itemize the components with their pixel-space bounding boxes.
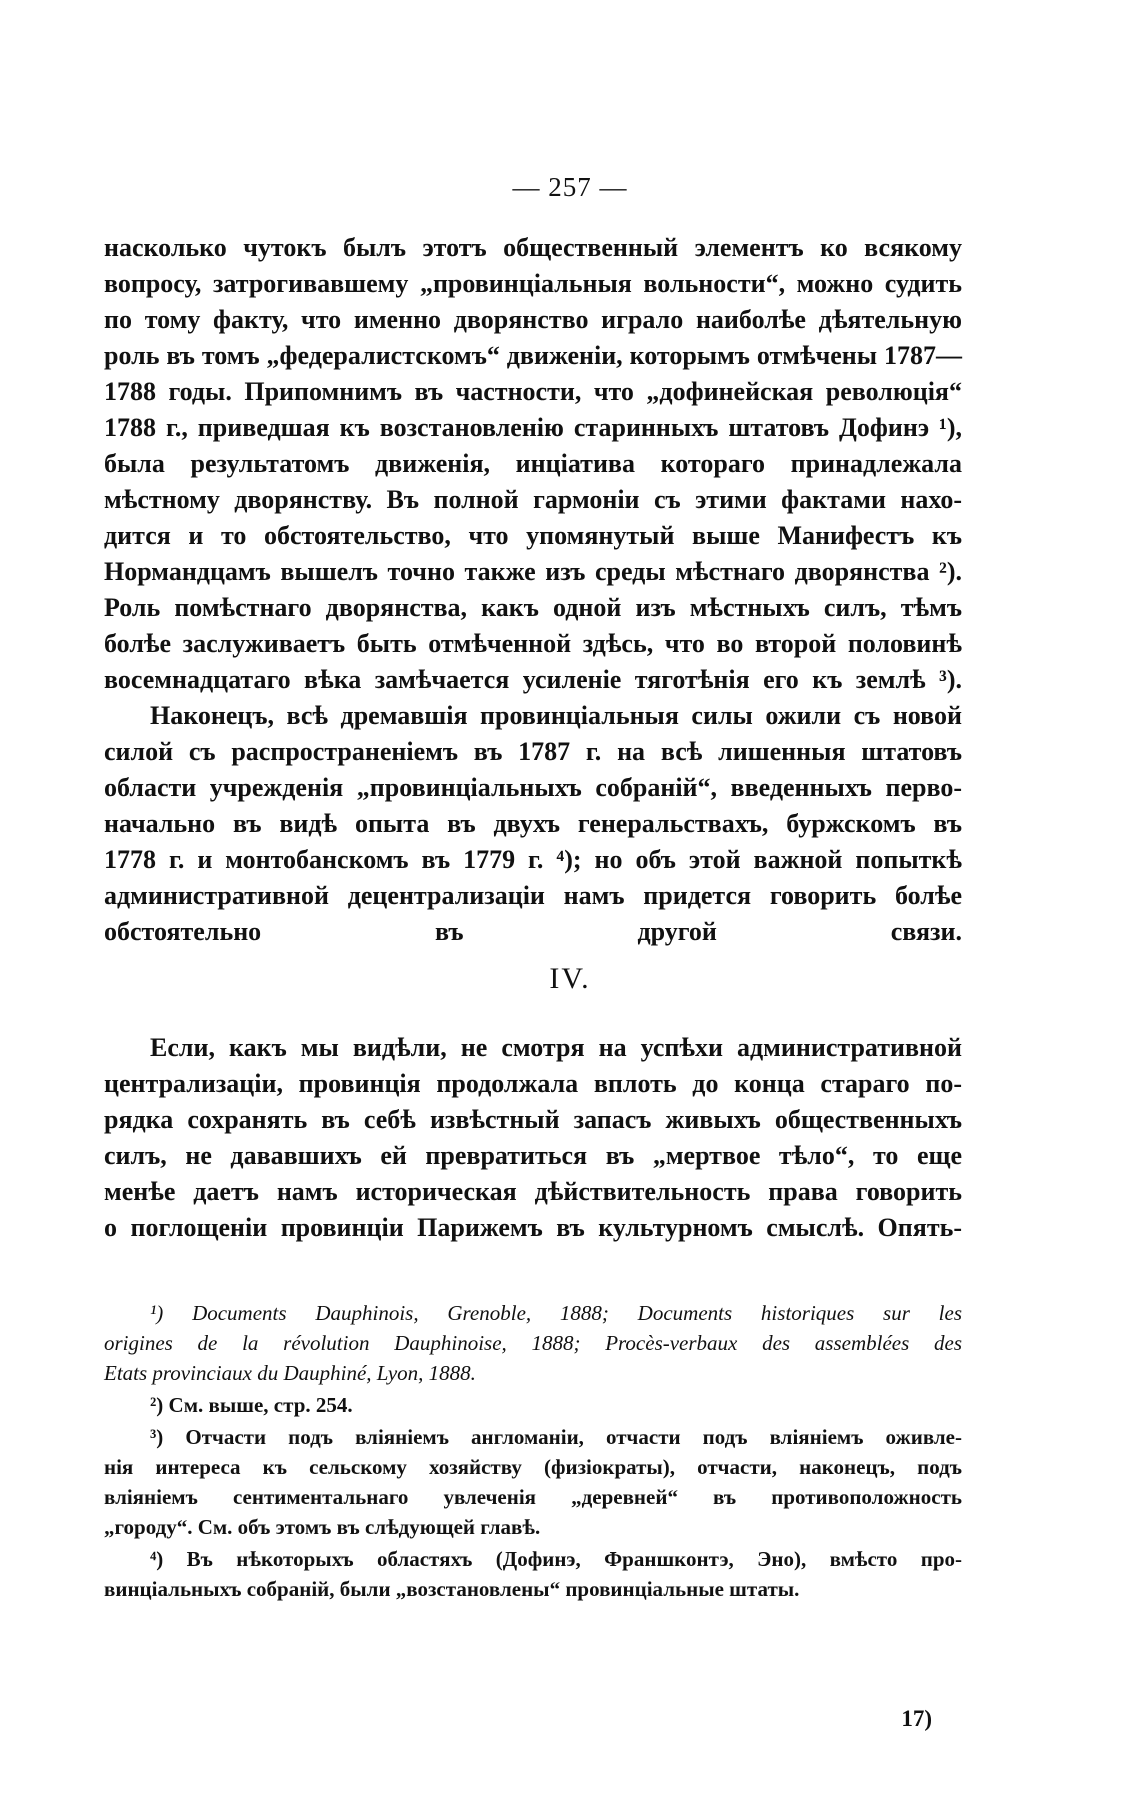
footnote-line: „городу“. См. объ этомъ въ слѣдующей главѣ.	[104, 1515, 541, 1539]
text-line: административной децентрализаціи намъ придется говорить болѣе	[104, 881, 962, 910]
text-line: мѣстному дворянству. Въ полной гармоніи съ этими фактами нахо-	[104, 485, 962, 514]
footnote-line: origines de la révolution Dauphinoise, 1888; Procès-verbaux des assemblées des	[104, 1331, 962, 1355]
text-line: вопросу, затрогивавшему „провинціальныя вольности“, можно судить	[104, 269, 962, 298]
footnote-line: Etats provinciaux du Dauphiné, Lyon, 1888.	[104, 1361, 476, 1385]
footnote-line: нія интереса къ сельскому хозяйству (физіократы), отчасти, наконецъ, подъ	[104, 1455, 962, 1479]
footnote-line: вліяніемъ сентиментальнаго увлеченія „деревней“ въ противоположность	[104, 1485, 962, 1509]
text-line: Наконецъ, всѣ дремавшія провинціальныя силы ожили съ новой	[150, 701, 962, 730]
text-line: 1788 годы. Припомнимъ въ частности, что „дофинейская революція“	[104, 377, 962, 406]
text-line: болѣе заслуживаетъ быть отмѣченной здѣсь, что во второй половинѣ	[104, 629, 962, 658]
footnote-4	[104, 1544, 962, 1604]
text-line: по тому факту, что именно дворянство играло наиболѣе дѣятельную	[104, 305, 962, 334]
paragraph-2	[104, 698, 962, 950]
text-line: роль въ томъ „федералистскомъ“ движеніи, которымъ отмѣчены 1787—	[104, 341, 962, 370]
text-line: менѣе даетъ намъ историческая дѣйствительность права говорить	[104, 1177, 962, 1206]
paragraph-1	[104, 230, 962, 698]
text-line: насколько чутокъ былъ этотъ общественный элементъ ко всякому	[104, 233, 962, 262]
text-line: централизаціи, провинція продолжала вплоть до конца стараго по-	[104, 1069, 962, 1098]
footnote-1	[104, 1298, 962, 1388]
footnote-line: ²) См. выше, стр. 254.	[150, 1393, 353, 1417]
text-line: области учрежденія „провинціальныхъ собраній“, введенныхъ перво-	[104, 773, 962, 802]
section-heading: IV.	[549, 962, 591, 995]
text-line: дится и то обстоятельство, что упомянутый выше Манифестъ къ	[104, 521, 962, 550]
page-number: — 257 —	[512, 172, 628, 202]
footnote-2	[104, 1390, 962, 1420]
signature-mark: 17)	[901, 1706, 932, 1731]
footnote-line: ³) Отчасти подъ вліяніемъ англоманіи, отчасти подъ вліяніемъ оживле-	[150, 1425, 962, 1449]
text-line: Роль помѣстнаго дворянства, какъ одной изъ мѣстныхъ силъ, тѣмъ	[104, 593, 962, 622]
footnote-line: ⁴) Въ нѣкоторыхъ областяхъ (Дофинэ, Франшконтэ, Эно), вмѣсто про-	[150, 1547, 962, 1571]
paragraph-3	[104, 1030, 962, 1246]
text-line: Если, какъ мы видѣли, не смотря на успѣхи административной	[150, 1033, 962, 1062]
text-line: 1778 г. и монтобанскомъ въ 1779 г. ⁴); но объ этой важной попыткѣ	[104, 845, 962, 874]
text-line: восемнадцатаго вѣка замѣчается усиленіе тяготѣнія его къ землѣ ³).	[104, 665, 962, 694]
footnote-line: ¹) Documents Dauphinois, Grenoble, 1888; Documents historiques sur les	[150, 1301, 962, 1325]
text-line: силой съ распространеніемъ въ 1787 г. на всѣ лишенныя штатовъ	[104, 737, 962, 766]
footnote-3	[104, 1422, 962, 1542]
text-line: начально въ видѣ опыта въ двухъ генеральствахъ, буржскомъ въ	[104, 809, 962, 838]
text-line: была результатомъ движенія, инціатива котораго принадлежала	[104, 449, 962, 478]
footnote-line: винціальныхъ собраній, были „возстановлены“ провинціальные штаты.	[104, 1577, 800, 1601]
text-line: 1788 г., приведшая къ возстановленію старинныхъ штатовъ Дофинэ ¹),	[104, 413, 962, 442]
text-line: рядка сохранять въ себѣ извѣстный запасъ живыхъ общественныхъ	[104, 1105, 962, 1134]
text-line: о поглощеніи провинціи Парижемъ въ культурномъ смыслѣ. Опять-	[104, 1213, 962, 1242]
text-line: обстоятельно въ другой связи.	[104, 917, 962, 946]
text-line: силъ, не дававшихъ ей превратиться въ „мертвое тѣло“, то еще	[104, 1141, 962, 1170]
text-line: Нормандцамъ вышелъ точно также изъ среды мѣстнаго дворянства ²).	[104, 557, 962, 586]
